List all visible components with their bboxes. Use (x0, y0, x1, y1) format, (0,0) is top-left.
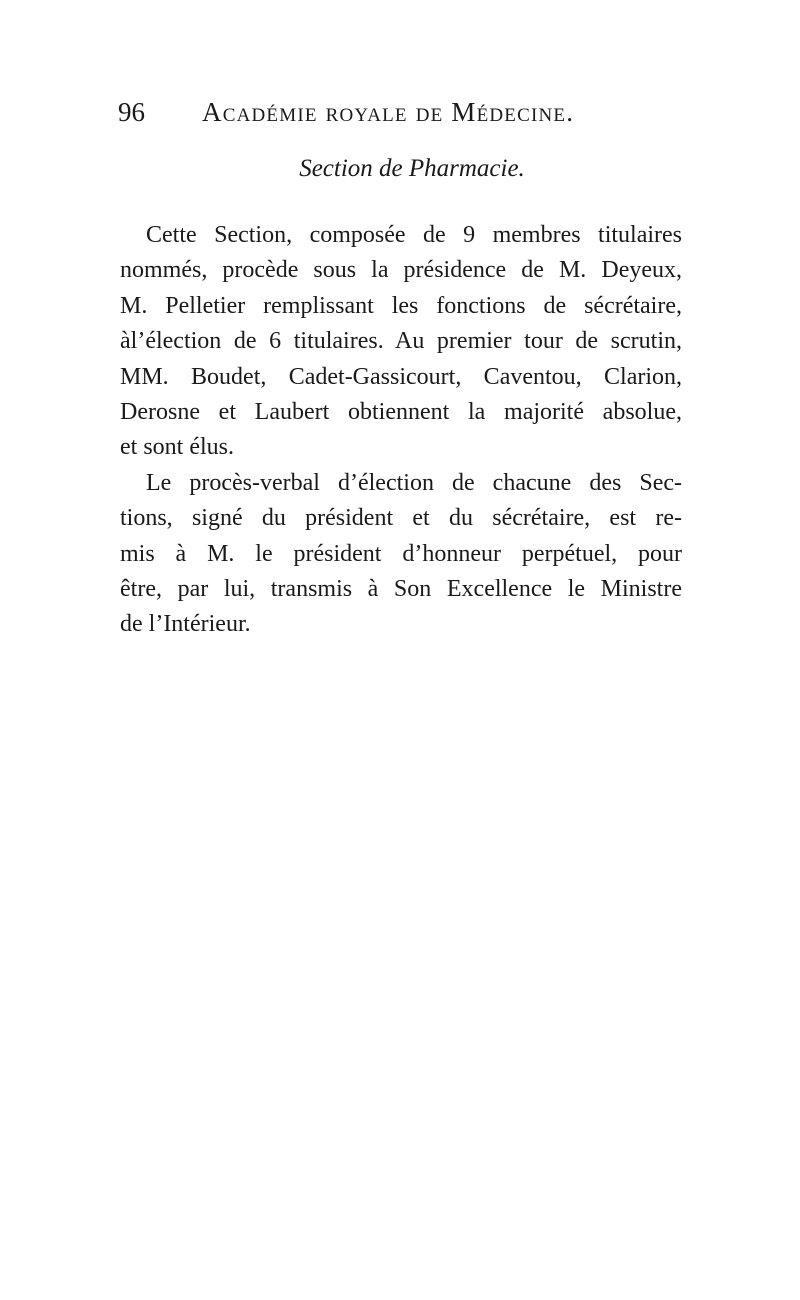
running-title: Académie royale de Médecine. (202, 97, 575, 127)
section-title: Section de Pharmacie. (299, 155, 525, 182)
text-line: de l’Intérieur. (120, 611, 251, 638)
text-line: mis à M. le président d’honneur perpétuel, pour (120, 540, 682, 567)
body-text (120, 218, 682, 643)
page-number: 96 (118, 97, 145, 127)
text-line: Le procès-verbal d’élection de chacune des Sec- (146, 469, 682, 496)
text-line: et sont élus. (120, 434, 234, 461)
text-line: être, par lui, transmis à Son Excellence le Ministre (120, 575, 682, 602)
text-line: àl’élection de 6 titulaires. Au premier tour de scrutin, (120, 328, 682, 355)
text-line: M. Pelletier remplissant les fonctions de sécrétaire, (120, 292, 682, 319)
paragraph-1 (120, 218, 682, 466)
text-line: Cette Section, composée de 9 membres titulaires (146, 222, 682, 248)
text-line: Derosne et Laubert obtiennent la majorité absolue, (120, 398, 682, 425)
running-head (118, 96, 718, 136)
text-line: nommés, procède sous la présidence de M. Deyeux, (120, 257, 682, 284)
paragraph-2 (120, 466, 682, 643)
text-line: tions, signé du président et du sécrétaire, est re- (120, 505, 682, 532)
text-line: MM. Boudet, Cadet-Gassicourt, Caventou, Clarion, (120, 363, 682, 390)
